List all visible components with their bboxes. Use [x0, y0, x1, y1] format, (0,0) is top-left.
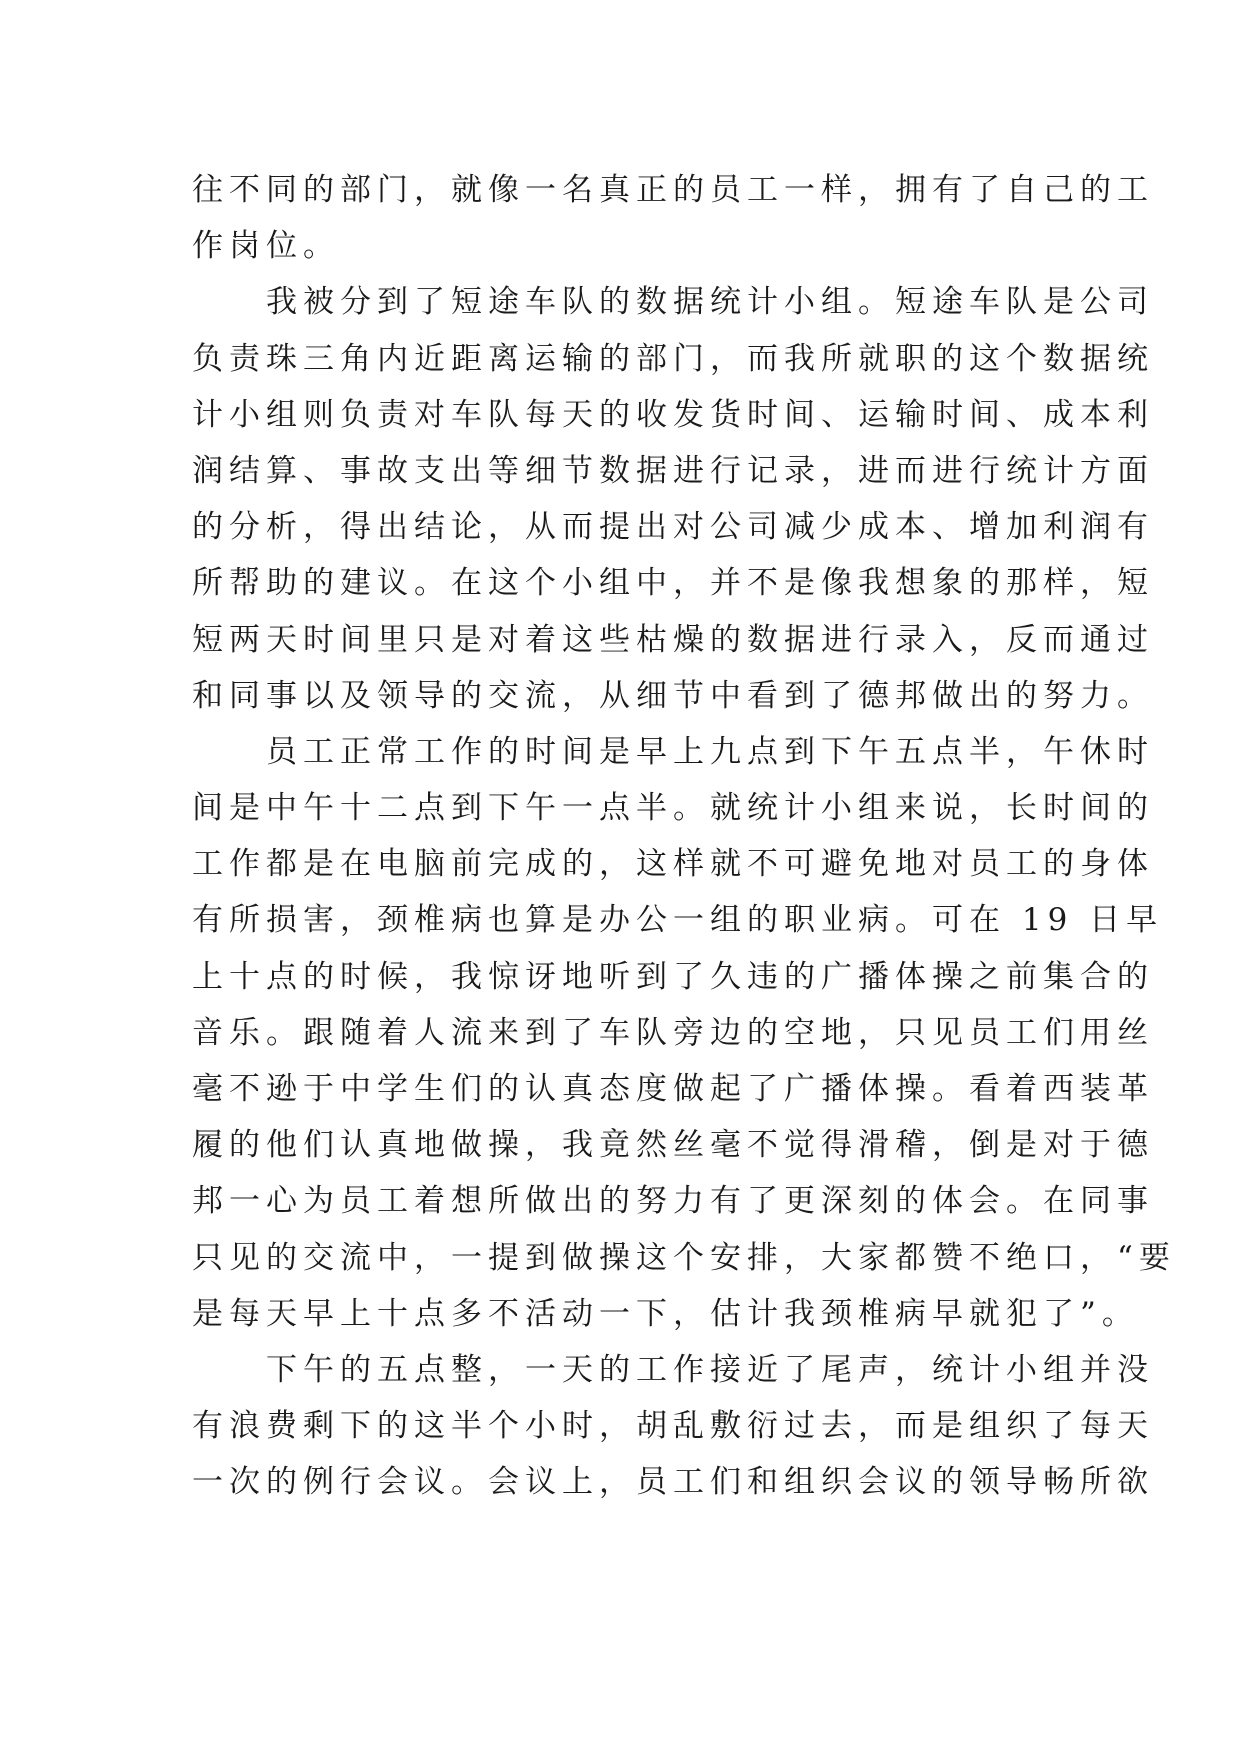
text-line: 间是中午十二点到下午一点半。就统计小组来说，长时间的 — [192, 790, 1154, 827]
text-line: 是每天早上十点多不活动一下，估计我颈椎病早就犯了”。 — [192, 1295, 1139, 1332]
text-line: 作岗位。 — [192, 228, 340, 265]
text-line: 和同事以及领导的交流，从细节中看到了德邦做出的努力。 — [192, 677, 1154, 714]
text-line: 上十点的时候，我惊讶地听到了久违的广播体操之前集合的 — [192, 958, 1154, 995]
text-line: 我被分到了短途车队的数据统计小组。短途车队是公司 — [266, 284, 1154, 321]
text-line: 履的他们认真地做操，我竟然丝毫不觉得滑稽，倒是对于德 — [192, 1127, 1154, 1164]
text-line: 所帮助的建议。在这个小组中，并不是像我想象的那样，短 — [192, 565, 1154, 602]
text-line: 只见的交流中，一提到做操这个安排，大家都赞不绝口，“要 — [192, 1239, 1176, 1276]
text-line: 员工正常工作的时间是早上九点到下午五点半，午休时 — [266, 733, 1154, 770]
text-line: 润结算、事故支出等细节数据进行记录，进而进行统计方面 — [192, 452, 1154, 489]
text-line: 下午的五点整，一天的工作接近了尾声，统计小组并没 — [266, 1351, 1154, 1388]
text-line: 有所损害，颈椎病也算是办公一组的职业病。可在 19 日早 — [192, 902, 1164, 939]
text-line: 往不同的部门，就像一名真正的员工一样，拥有了自己的工 — [192, 172, 1154, 208]
text-line: 邦一心为员工着想所做出的努力有了更深刻的体会。在同事 — [192, 1183, 1154, 1220]
text-line: 毫不逊于中学生们的认真态度做起了广播体操。看着西装革 — [192, 1071, 1154, 1107]
text-line: 工作都是在电脑前完成的，这样就不可避免地对员工的身体 — [192, 846, 1154, 883]
text-line: 负责珠三角内近距离运输的部门，而我所就职的这个数据统 — [192, 340, 1154, 377]
text-line: 计小组则负责对车队每天的收发货时间、运输时间、成本利 — [192, 396, 1154, 433]
body-text — [192, 162, 1176, 1511]
text-line: 的分析，得出结论，从而提出对公司减少成本、增加利润有 — [192, 509, 1154, 546]
text-line: 一次的例行会议。会议上，员工们和组织会议的领导畅所欲 — [192, 1464, 1154, 1501]
text-line: 短两天时间里只是对着这些枯燥的数据进行录入，反而通过 — [192, 621, 1154, 658]
text-line: 有浪费剩下的这半个小时，胡乱敷衍过去，而是组织了每天 — [192, 1408, 1154, 1445]
text-line: 音乐。跟随着人流来到了车队旁边的空地，只见员工们用丝 — [192, 1014, 1154, 1051]
